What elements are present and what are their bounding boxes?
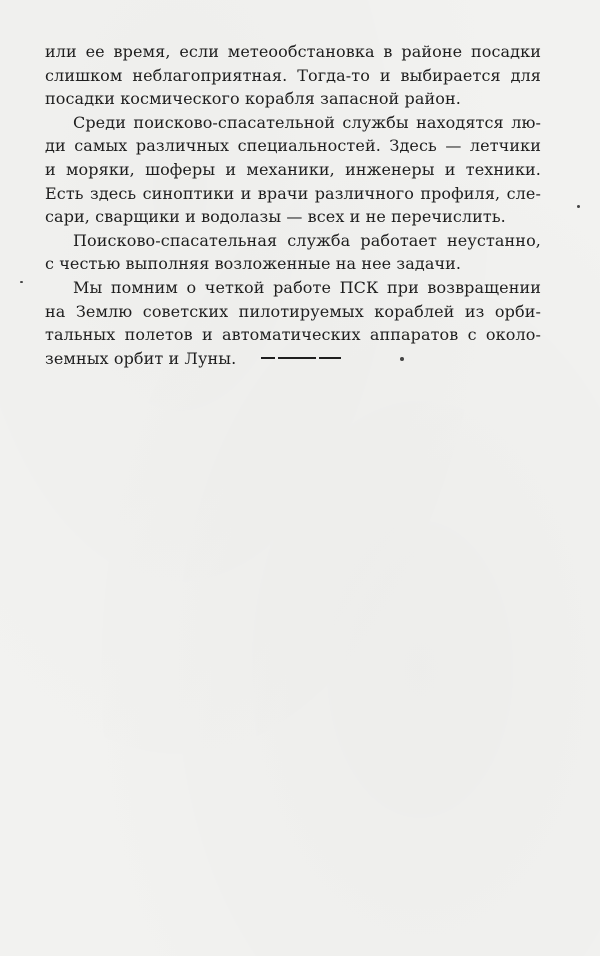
print-speck <box>400 357 404 361</box>
paragraph-3 <box>45 229 541 276</box>
text-line: слишком неблагоприятная. Тогда-то и выбирается для <box>45 65 541 85</box>
text-line: земных орбит и Луны. <box>45 348 237 368</box>
text-line: Мы помним о четкой работе ПСК при возвращении <box>73 277 541 297</box>
text-line: ди самых различных специальностей. Здесь — летчики <box>45 136 541 156</box>
text-line: Среди поисково-спасательной службы находятся лю- <box>73 112 541 132</box>
text-line: и моряки, шоферы и механики, инженеры и техники. <box>45 159 541 179</box>
paragraph-2 <box>45 111 541 229</box>
paragraph-1 <box>45 40 541 111</box>
text-line: сари, сварщики и водолазы — всех и не перечислить. <box>45 207 506 227</box>
text-line: Есть здесь синоптики и врачи различного профиля, сле- <box>45 183 541 203</box>
separator-dash <box>261 357 275 359</box>
text-line: Поисково-спасательная служба работает неустанно, <box>73 230 541 250</box>
text-line: посадки космического корабля запасной район. <box>45 89 461 109</box>
separator-dash <box>278 357 316 359</box>
section-separator <box>261 357 341 360</box>
print-speck <box>577 205 580 208</box>
text-line: на Землю советских пилотируемых кораблей из орби- <box>45 301 541 321</box>
text-line: тальных полетов и автоматических аппаратов с около- <box>45 325 541 345</box>
text-line: или ее время, если метеообстановка в районе посадки <box>45 42 541 61</box>
separator-dash <box>319 357 341 359</box>
text-line: с честью выполняя возложенные на нее задачи. <box>45 254 462 274</box>
body-text <box>45 40 541 370</box>
print-speck <box>20 281 23 283</box>
